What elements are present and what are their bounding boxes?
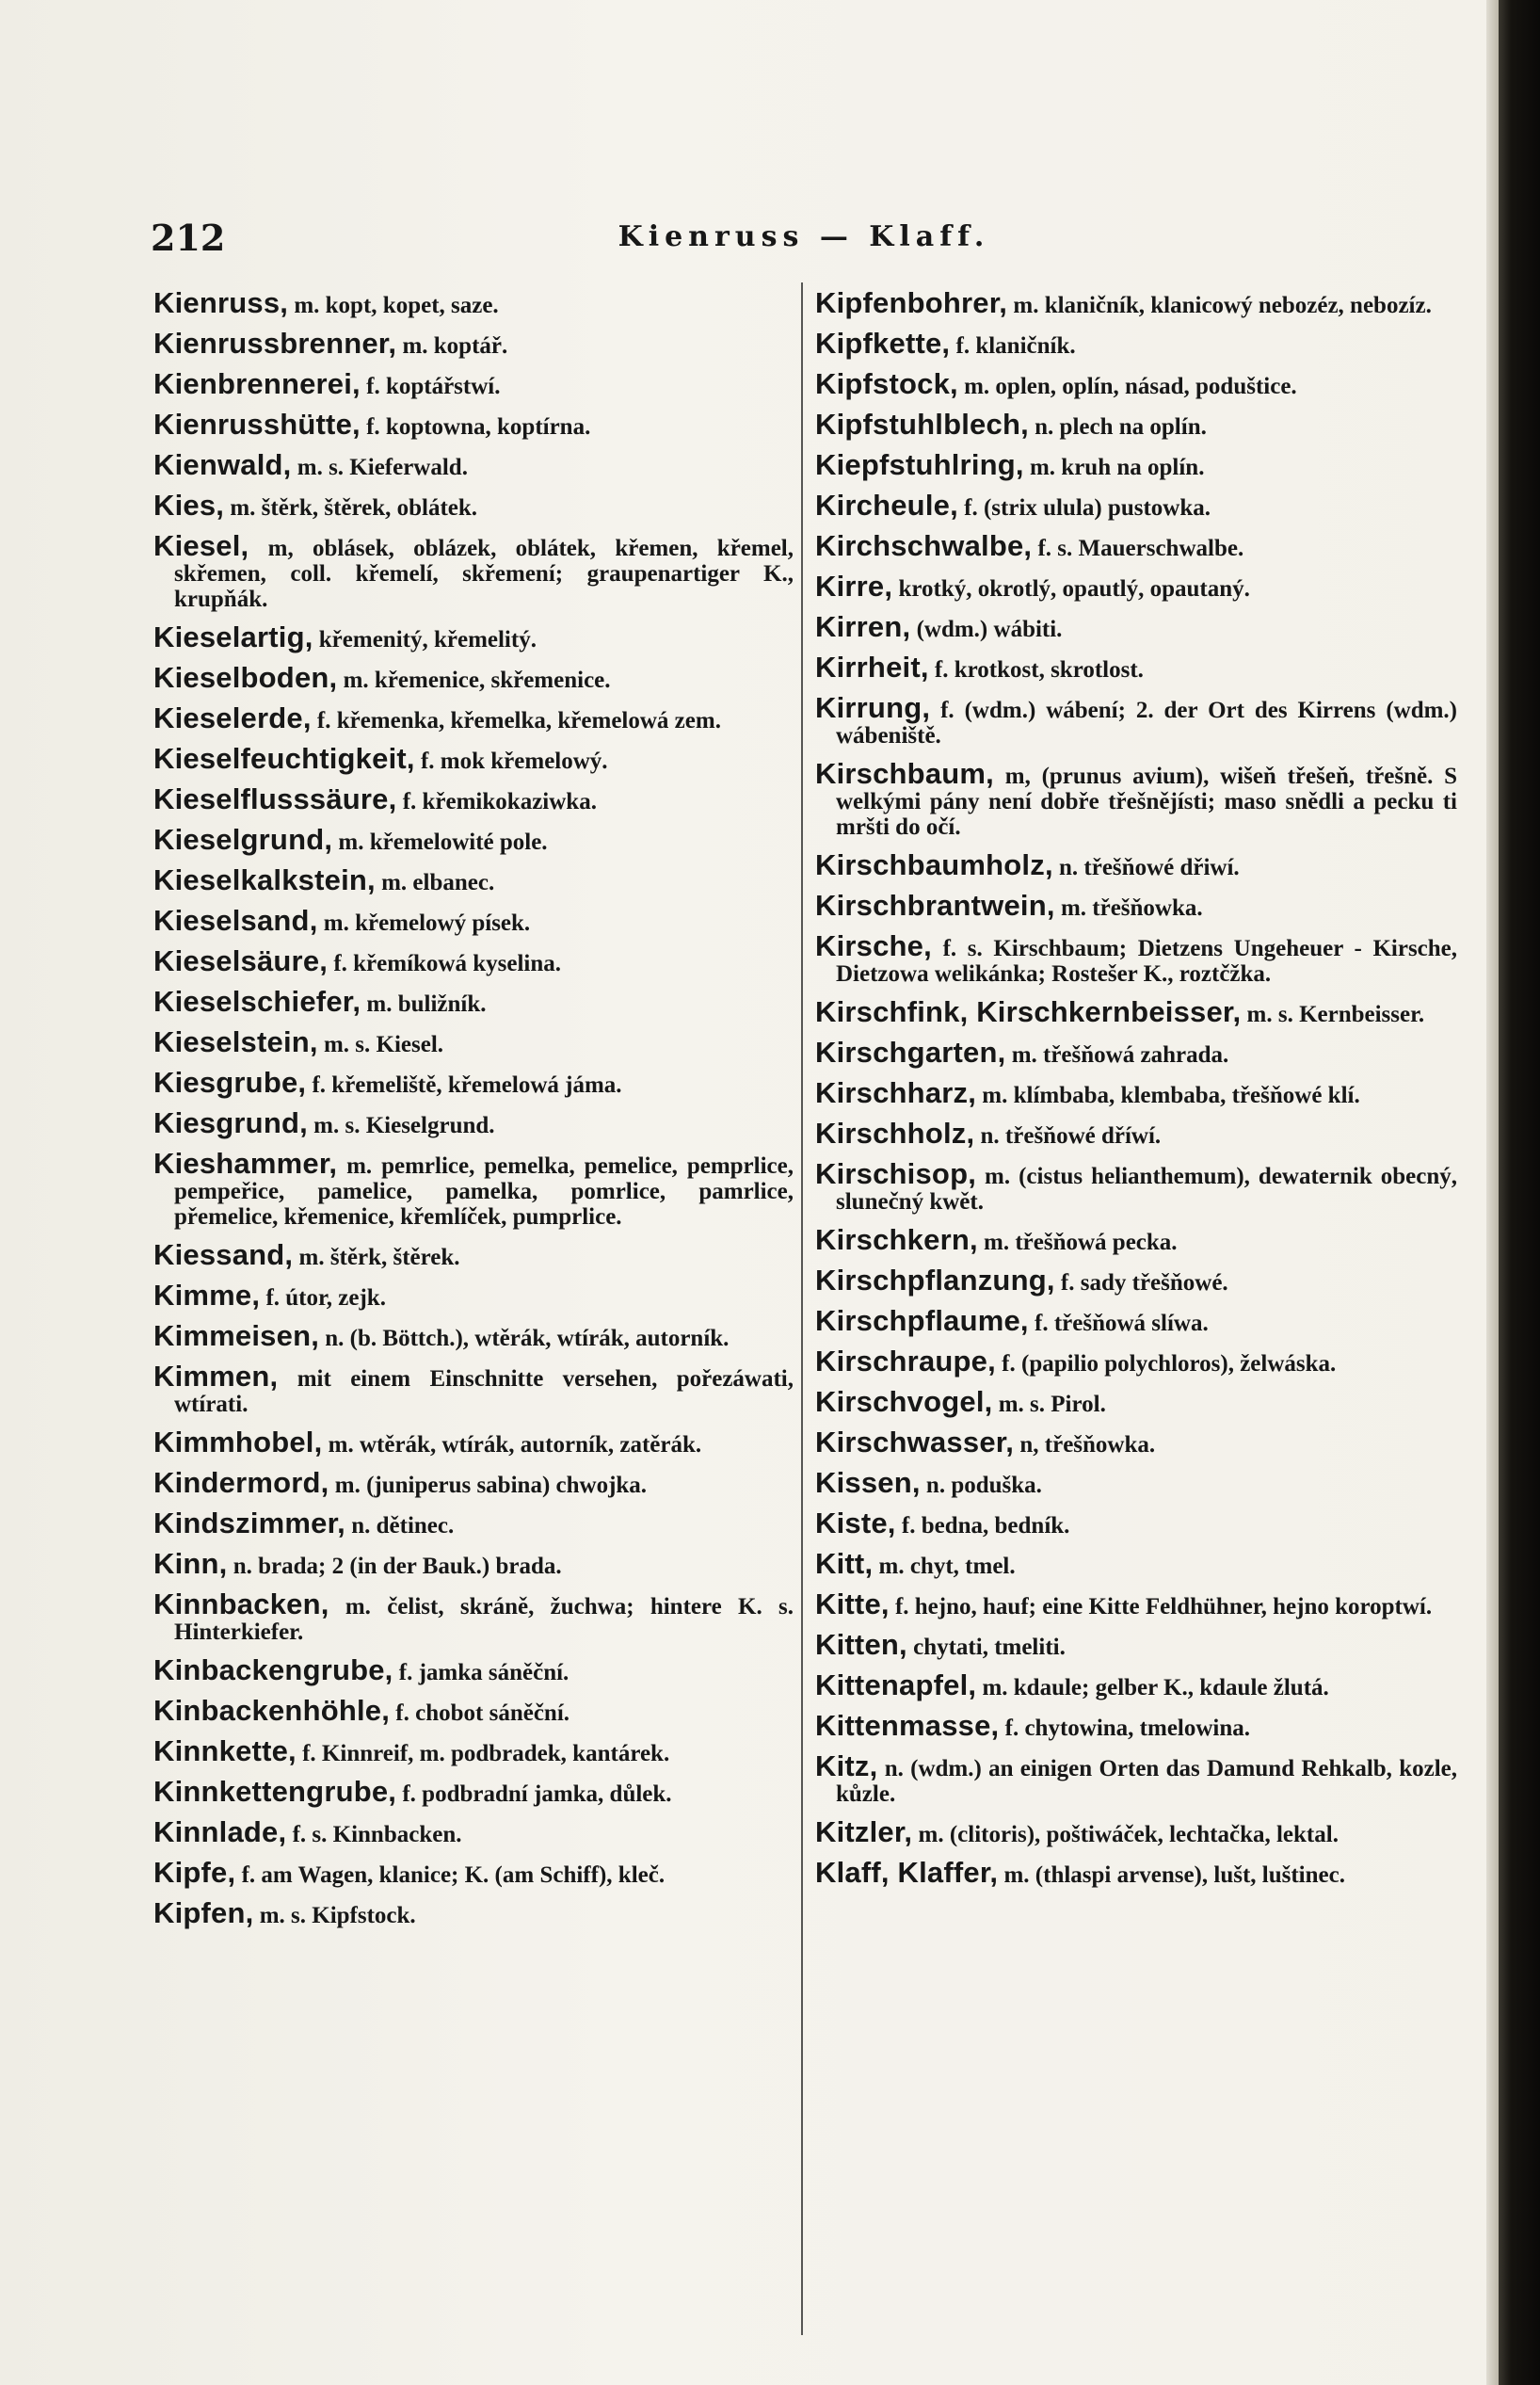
- entry-definition: m. (clitoris), poštiwáček, lechtačka, lektal.: [918, 1822, 1339, 1847]
- entry-definition: mit einem Einschnitte versehen, pořezáwati, wtírati.: [174, 1366, 794, 1417]
- dictionary-entry: [815, 1426, 1457, 1458]
- entry-definition: n. brada; 2 (in der Bauk.) brada.: [233, 1554, 562, 1579]
- dictionary-entry: [815, 448, 1457, 481]
- dictionary-entry: [153, 1025, 794, 1058]
- entry-definition: f. s. Mauerschwalbe.: [1037, 536, 1244, 561]
- entry-headword: Kirsche,: [815, 929, 932, 962]
- entry-headword: Kirschbaum,: [815, 757, 994, 790]
- entry-definition: m. kopt, kopet, saze.: [294, 293, 499, 318]
- dictionary-entry: [153, 742, 794, 775]
- entry-definition: m. křemelowité pole.: [338, 830, 548, 855]
- entry-headword: Kieselboden,: [153, 661, 338, 694]
- dictionary-entry: [153, 1360, 794, 1417]
- entry-headword: Kipfstock,: [815, 367, 958, 400]
- entry-headword: Kimmen,: [153, 1360, 279, 1393]
- entry-headword: Kirre,: [815, 570, 893, 603]
- dictionary-entry: [153, 823, 794, 856]
- dictionary-entry: [153, 290, 794, 318]
- right-column: [815, 290, 1457, 2343]
- dictionary-entry: [815, 1345, 1457, 1378]
- entry-headword: Kinnbacken,: [153, 1587, 329, 1620]
- entry-headword: Kienbrennerei,: [153, 367, 361, 400]
- dictionary-entry: [153, 1896, 794, 1929]
- entry-definition: m. pemrlice, pemelka, pemelice, pemprlice, pempeřice, pamelice, pamelka, pomrlice, pamrlice, přemelice, křemenice, křemlíček, pumprlice.: [174, 1153, 794, 1230]
- entry-headword: Kiesgrube,: [153, 1066, 307, 1099]
- entry-headword: Kipfenbohrer,: [815, 290, 1008, 319]
- dictionary-entry: [815, 651, 1457, 684]
- entry-headword: Kipfen,: [153, 1896, 254, 1929]
- running-head: [151, 217, 1457, 262]
- entry-headword: Kindszimmer,: [153, 1507, 345, 1539]
- entry-definition: m. třešňowka.: [1060, 895, 1203, 921]
- entry-headword: Kirschkern,: [815, 1223, 978, 1256]
- entry-headword: Kindermord,: [153, 1466, 329, 1499]
- entry-definition: m. klímbaba, klembaba, třešňowé klí.: [982, 1083, 1360, 1108]
- dictionary-entry: [153, 701, 794, 734]
- dictionary-entry: [815, 757, 1457, 840]
- entry-definition: m. kruh na oplín.: [1029, 455, 1205, 480]
- dictionary-entry: [815, 1304, 1457, 1337]
- entry-definition: m. elbanec.: [381, 870, 495, 895]
- dictionary-entry: [815, 408, 1457, 441]
- entry-definition: m. křemelowý písek.: [323, 910, 531, 936]
- dictionary-entry: [815, 529, 1457, 562]
- entry-headword: Kitt,: [815, 1547, 874, 1580]
- dictionary-entry: [815, 1264, 1457, 1297]
- dictionary-entry: [815, 1157, 1457, 1215]
- entry-definition: m. klaničník, klanicowý nebozéz, nebozíz.: [1013, 293, 1432, 318]
- dictionary-entry: [153, 1775, 794, 1808]
- dictionary-entry: [153, 1587, 794, 1645]
- dictionary-entry: [153, 1426, 794, 1458]
- dictionary-entry: [153, 529, 794, 612]
- entry-headword: Kipfe,: [153, 1856, 236, 1889]
- dictionary-entry: [153, 1856, 794, 1889]
- entry-headword: Kirchschwalbe,: [815, 529, 1033, 562]
- dictionary-entry: [815, 1547, 1457, 1580]
- entry-definition: m. s. Kieselgrund.: [313, 1113, 495, 1138]
- entry-headword: Kieselstein,: [153, 1025, 318, 1058]
- entry-definition: m. čelist, skráně, žuchwa; hintere K. s. Hinterkiefer.: [174, 1594, 794, 1645]
- dictionary-entry: [815, 1076, 1457, 1109]
- entry-definition: m. štěrk, štěrek.: [298, 1245, 460, 1270]
- dictionary-entry: [815, 691, 1457, 749]
- entry-definition: f. am Wagen, klanice; K. (am Schiff), kleč.: [241, 1862, 666, 1888]
- entry-headword: Kienruss,: [153, 290, 289, 319]
- dictionary-entry: [153, 327, 794, 360]
- entry-headword: Kirschbrantwein,: [815, 889, 1055, 922]
- dictionary-entry: [815, 1587, 1457, 1620]
- entry-definition: m. s. Kernbeisser.: [1246, 1002, 1425, 1027]
- entry-headword: Kiessand,: [153, 1238, 294, 1271]
- entry-definition: m. (juniperus sabina) chwojka.: [334, 1473, 648, 1498]
- dictionary-entry: [153, 1279, 794, 1312]
- entry-definition: f. křemikokaziwka.: [402, 789, 597, 814]
- dictionary-entry: [815, 1117, 1457, 1150]
- entry-headword: Kies,: [153, 489, 225, 522]
- dictionary-entry: [815, 929, 1457, 987]
- entry-headword: Kimmhobel,: [153, 1426, 323, 1458]
- entry-definition: n. dětinec.: [351, 1513, 455, 1539]
- entry-headword: Kinnkettengrube,: [153, 1775, 397, 1808]
- dictionary-entry: [815, 610, 1457, 643]
- entry-headword: Kirschvogel,: [815, 1385, 993, 1418]
- dictionary-entry: [815, 1815, 1457, 1848]
- entry-headword: Kieshammer,: [153, 1147, 338, 1180]
- entry-definition: f. koptářstwí.: [366, 374, 501, 399]
- entry-definition: křemenitý, křemelitý.: [318, 627, 537, 653]
- dictionary-entry: [153, 1694, 794, 1727]
- dictionary-entry: [815, 1223, 1457, 1256]
- dictionary-entry: [153, 1547, 794, 1580]
- dictionary-entry: [815, 1856, 1457, 1889]
- dictionary-entry: [153, 1466, 794, 1499]
- entry-definition: f. (strix ulula) pustowka.: [964, 495, 1211, 521]
- running-title: Kienruss — Klaff.: [618, 220, 990, 253]
- entry-definition: m. s. Kiesel.: [323, 1032, 444, 1057]
- dictionary-entry: [153, 1106, 794, 1139]
- dictionary-entry: [153, 985, 794, 1018]
- entry-definition: m. (thlaspi arvense), lušt, luštinec.: [1003, 1862, 1345, 1888]
- dictionary-entry: [153, 489, 794, 522]
- entry-definition: f. křemeliště, křemelowá jáma.: [312, 1072, 622, 1098]
- entry-headword: Kirrung,: [815, 691, 931, 724]
- entry-headword: Kitzler,: [815, 1815, 913, 1848]
- entry-definition: m, (prunus avium), wišeň třešeň, třešně. S welkými pány není dobře třešnějísti; maso snědli a pecku ti mršti do očí.: [836, 764, 1457, 840]
- dictionary-entry: [815, 327, 1457, 360]
- entry-definition: m. křemenice, skřemenice.: [343, 668, 611, 693]
- dictionary-entry: [153, 782, 794, 815]
- dictionary-entry: [815, 489, 1457, 522]
- dictionary-entry: [153, 1066, 794, 1099]
- entry-definition: f. klaničník.: [955, 333, 1076, 359]
- entry-definition: m. s. Kipfstock.: [259, 1903, 416, 1928]
- entry-definition: f. bedna, bedník.: [901, 1513, 1070, 1539]
- entry-headword: Kirschfink, Kirschkernbeisser,: [815, 995, 1242, 1028]
- entry-headword: Kitten,: [815, 1628, 907, 1661]
- dictionary-entry: [815, 889, 1457, 922]
- entry-definition: m. oplen, oplín, násad, poduštice.: [964, 374, 1297, 399]
- entry-definition: n, třešňowka.: [1019, 1432, 1156, 1458]
- entry-definition: f. s. Kirschbaum; Dietzens Ungeheuer - Kirsche, Dietzowa welikánka; Rostešer K., roztčžka.: [836, 936, 1457, 987]
- dictionary-entry: [153, 1734, 794, 1767]
- entry-definition: f. s. Kinnbacken.: [292, 1822, 462, 1847]
- entry-definition: f. mok křemelowý.: [420, 749, 608, 774]
- entry-headword: Kirschholz,: [815, 1117, 975, 1150]
- entry-definition: krotký, okrotlý, opautlý, opautaný.: [898, 576, 1250, 602]
- entry-headword: Kirschraupe,: [815, 1345, 996, 1378]
- dictionary-entry: [815, 1507, 1457, 1539]
- dictionary-entry: [815, 1036, 1457, 1069]
- dictionary-entry: [815, 995, 1457, 1028]
- entry-headword: Kitz,: [815, 1749, 878, 1782]
- dictionary-entry: [815, 367, 1457, 400]
- entry-definition: m. koptář.: [402, 333, 508, 359]
- entry-headword: Kittenapfel,: [815, 1668, 977, 1701]
- dictionary-entry: [815, 1709, 1457, 1742]
- dictionary-entry: [153, 1238, 794, 1271]
- entry-definition: m. kdaule; gelber K., kdaule žlutá.: [982, 1675, 1329, 1700]
- page-edge: [1486, 0, 1499, 2385]
- entry-headword: Kienrusshütte,: [153, 408, 361, 441]
- entry-headword: Kinnkette,: [153, 1734, 297, 1767]
- entry-headword: Kieselkalkstein,: [153, 863, 376, 896]
- entry-headword: Kieselschiefer,: [153, 985, 361, 1018]
- dictionary-entry: [153, 1507, 794, 1539]
- entry-definition: m. s. Pirol.: [998, 1392, 1106, 1417]
- entry-headword: Kieselfeuchtigkeit,: [153, 742, 415, 775]
- dictionary-entry: [153, 944, 794, 977]
- entry-headword: Kirschwasser,: [815, 1426, 1015, 1458]
- entry-definition: n. poduška.: [925, 1473, 1042, 1498]
- entry-headword: Kissen,: [815, 1466, 921, 1499]
- entry-definition: f. sady třešňowé.: [1060, 1270, 1228, 1296]
- entry-definition: n. třešňowé dřiwí.: [1059, 855, 1240, 880]
- dictionary-entry: [815, 1628, 1457, 1661]
- entry-definition: m. buližník.: [366, 991, 487, 1017]
- dictionary-entry: [815, 848, 1457, 881]
- dictionary-entry: [153, 661, 794, 694]
- dictionary-entry: [815, 290, 1457, 318]
- entry-headword: Kittenmasse,: [815, 1709, 1000, 1742]
- entry-headword: Kirschgarten,: [815, 1036, 1006, 1069]
- entry-definition: f. (wdm.) wábení; 2. der Ort des Kirrens (wdm.) wábeniště.: [836, 698, 1457, 749]
- entry-headword: Kirschharz,: [815, 1076, 977, 1109]
- column-rule: [801, 282, 803, 2335]
- page-number: 212: [151, 217, 226, 259]
- dictionary-entry: [153, 1653, 794, 1686]
- entry-definition: f. jamka sáněční.: [398, 1660, 569, 1685]
- entry-headword: Kirschpflanzung,: [815, 1264, 1055, 1297]
- entry-headword: Kiste,: [815, 1507, 896, 1539]
- entry-headword: Kirren,: [815, 610, 911, 643]
- entry-headword: Kirschbaumholz,: [815, 848, 1053, 881]
- entry-headword: Kimme,: [153, 1279, 261, 1312]
- entry-definition: m. třešňowá zahrada.: [1011, 1042, 1229, 1068]
- entry-definition: m. chyt, tmel.: [878, 1554, 1016, 1579]
- entry-headword: Kircheule,: [815, 489, 958, 522]
- entry-definition: f. podbradní jamka, důlek.: [402, 1781, 672, 1807]
- entry-headword: Kiepfstuhlring,: [815, 448, 1024, 481]
- entry-definition: f. chobot sáněční.: [395, 1700, 570, 1726]
- entry-definition: n. (wdm.) an einigen Orten das Damund Rehkalb, kozle, kůzle.: [836, 1756, 1457, 1807]
- left-column: [153, 290, 794, 2343]
- entry-definition: m. štěrk, štěrek, oblátek.: [230, 495, 478, 521]
- dictionary-entry: [153, 408, 794, 441]
- dictionary-entry: [153, 1815, 794, 1848]
- entry-definition: m. (cistus helianthemum), dewaternik obecný, slunečný kwět.: [836, 1164, 1457, 1215]
- entry-definition: (wdm.) wábiti.: [916, 617, 1063, 642]
- entry-definition: f. třešňowá slíwa.: [1035, 1311, 1209, 1336]
- dictionary-entry: [153, 1147, 794, 1230]
- entry-definition: f. (papilio polychloros), želwáska.: [1002, 1351, 1337, 1377]
- entry-headword: Kiesgrund,: [153, 1106, 308, 1139]
- entry-definition: n. plech na oplín.: [1035, 414, 1207, 440]
- entry-headword: Kieselgrund,: [153, 823, 333, 856]
- entry-headword: Kipfkette,: [815, 327, 951, 360]
- entry-headword: Kirschisop,: [815, 1157, 977, 1190]
- entry-definition: f. Kinnreif, m. podbradek, kantárek.: [302, 1741, 670, 1766]
- entry-headword: Kieselartig,: [153, 620, 313, 653]
- entry-headword: Kitte,: [815, 1587, 890, 1620]
- entry-headword: Kinnlade,: [153, 1815, 287, 1848]
- entry-headword: Kienrussbrenner,: [153, 327, 397, 360]
- dictionary-entry: [153, 1319, 794, 1352]
- dictionary-entry: [153, 620, 794, 653]
- entry-headword: Kieselsäure,: [153, 944, 329, 977]
- entry-headword: Klaff, Klaffer,: [815, 1856, 999, 1889]
- entry-headword: Kirschpflaume,: [815, 1304, 1029, 1337]
- entry-headword: Kienwald,: [153, 448, 292, 481]
- dictionary-entry: [153, 448, 794, 481]
- entry-headword: Kinbackenhöhle,: [153, 1694, 391, 1727]
- dictionary-entry: [153, 863, 794, 896]
- entry-headword: Kiesel,: [153, 529, 249, 562]
- entry-definition: f. chytowina, tmelowina.: [1004, 1716, 1251, 1741]
- entry-headword: Kinn,: [153, 1547, 228, 1580]
- entry-headword: Kirrheit,: [815, 651, 929, 684]
- dictionary-entry: [815, 1749, 1457, 1807]
- entry-headword: Kinbackengrube,: [153, 1653, 393, 1686]
- entry-definition: chytati, tmeliti.: [913, 1635, 1066, 1660]
- entry-definition: f. koptowna, koptírna.: [366, 414, 591, 440]
- entry-headword: Kieselsand,: [153, 904, 318, 937]
- entry-definition: f. křemenka, křemelka, křemelowá zem.: [316, 708, 721, 733]
- entry-definition: n. třešňowé dříwí.: [980, 1123, 1162, 1149]
- dictionary-entry: [815, 1466, 1457, 1499]
- dictionary-entry: [815, 570, 1457, 603]
- entry-headword: Kipfstuhlblech,: [815, 408, 1029, 441]
- entry-headword: Kieselflusssäure,: [153, 782, 397, 815]
- book-binding: [1499, 0, 1540, 2385]
- entry-headword: Kimmeisen,: [153, 1319, 320, 1352]
- entry-definition: m. třešňowá pecka.: [984, 1230, 1178, 1255]
- entry-definition: n. (b. Böttch.), wtěrák, wtírák, autorník.: [325, 1326, 730, 1351]
- dictionary-entry: [815, 1385, 1457, 1418]
- entry-definition: f. hejno, hauf; eine Kitte Feldhühner, hejno koroptwí.: [894, 1594, 1433, 1620]
- entry-definition: m. s. Kieferwald.: [297, 455, 468, 480]
- entry-headword: Kieselerde,: [153, 701, 312, 734]
- entry-definition: m, oblásek, oblázek, oblátek, křemen, křemel, skřemen, coll. křemelí, skřemení; graupenartiger K., krupňák.: [174, 536, 794, 612]
- dictionary-entry: [153, 367, 794, 400]
- entry-definition: f. křemíkowá kyselina.: [333, 951, 562, 976]
- dictionary-entry: [153, 904, 794, 937]
- dictionary-entry: [815, 1668, 1457, 1701]
- entry-definition: f. krotkost, skrotlost.: [934, 657, 1144, 683]
- entry-definition: m. wtěrák, wtírák, autorník, zatěrák.: [328, 1432, 702, 1458]
- entry-definition: f. útor, zejk.: [265, 1285, 386, 1311]
